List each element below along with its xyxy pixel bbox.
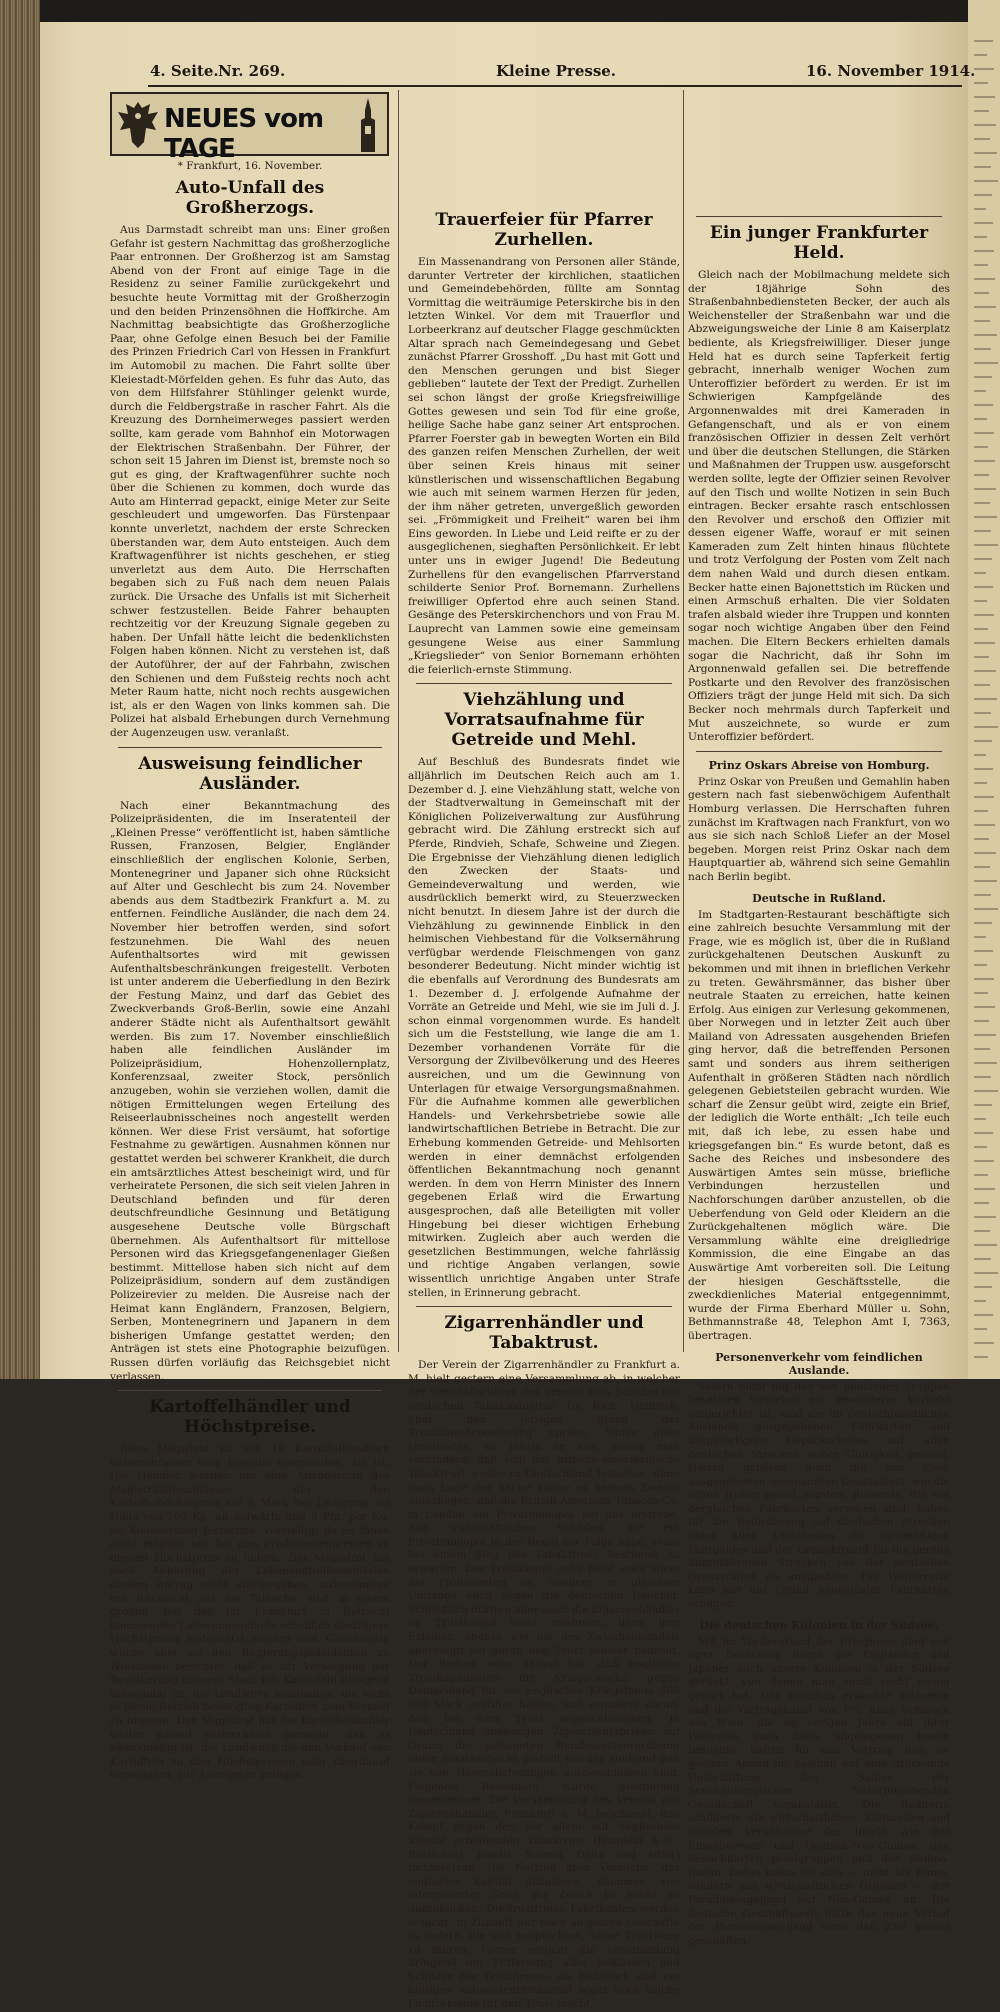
neighbor-page-text-line [974, 54, 987, 56]
column-rule [683, 90, 684, 1352]
column-1 [110, 92, 390, 1782]
article-body: Gleich nach der Mobilmachung meldete sich der 18jährige Sohn des Straßenbahnbediensteten Becker, der auch als Weichensteller der Straßenbahn war und die Abzweigungsweiche der Linie 8 am Kaiserplatz bediente, als Kriegsfreiwilliger. Dieser junge Held hat es durch seine Tapferkeit fertig gebracht, innerhalb weniger Wochen zum Unteroffizier befördert zu werden. Er ist im Schwierigen Kampfgelände des Argonnenwaldes mit drei Kameraden in Gefangenschaft, und als er von einem französischen Offizier in dessen Zelt verhört und über die deutschen Stellungen, die Stärken und Maßnahmen der Truppen usw. ausgeforscht werden sollte, legte der Offizier seinen Revolver auf den Tisch und wollte Notizen in sein Buch eintragen. Becker ersahte rasch entschlossen den Revolver und erschoß den Offizier mit dessen eigener Waffe, worauf er mit seinen Kameraden zum Zelt hinten hinaus flüchtete und trotz Verfolgung der Posten vom Zelt nach dem nahen Wald und durch diesen entkam. Becker hatte einen Bajonettstich im Rücken und einen Armschuß erhalten. Die vier Soldaten trafen alsbald wieder ihre Truppen und konnten sogar noch wichtige Angaben über den Feind machen. Die Eltern Beckers erhielten damals sogar die Nachricht, daß ihr Sohn im Argonnenwald gefallen sei. Die betreffende Postkarte und den Revolver des französischen Offiziers trägt der junge Held mit sich. Da sich Becker noch mehrmals durch Tapferkeit und Mut auszeichnete, so wurde er zum Unteroffizier befördert. [688, 269, 950, 744]
column-rule [398, 90, 399, 1352]
neighbor-page-text-line [974, 1328, 987, 1330]
article-body: Ein Massenandrang von Personen aller Stände, darunter Vertreter der kirchlichen, staatlichen und Gemeindebehörden, füllte am Sonntag Vormittag die weiträumige Peterskirche bis in den letzten Winkel. Vor dem mit Trauerflor und Lorbeerkranz auf deutscher Flagge geschmückten Altar sprach nach Gemeindegesang und Gebet zunächst Pfarrer Grosshoff. „Du hast mit Gott und den Menschen gerungen und bist Sieger geblieben“ lautete der Text der Predigt. Zurhellen sei schon längst der große Kriegsfreiwillige Gottes gewesen und sein Tod für eine große, heilige Sache habe ganz seiner Art entsprochen. Pfarrer Foerster gab in bewegten Worten ein Bild des ganzen reifen Menschen Zurhellen, der weit über seinen Kreis hinaus mit seiner künstlerischen und wissenschaftlichen Begabung wie auch mit seinem warmen Herzen für jeden, der ihm näher getreten, unvergeßlich geworden sei. „Frömmigkeit und Freiheit“ waren bei ihm Eins geworden. In Liebe und Leid reifte er zu der ausgeglichenen, sieghaften Persönlichkeit. Er lebt unter uns in ewiger Jugend! Die Bedeutung Zurhellens für den evangelischen Pfarrverstand schilderte Senior Prof. Bornemann. Zurhellens freiwilliger Opfertod ehre auch seinen Stand. Gesänge des Peterskirchenchors und von Frau M. Lauprecht van Lammen sowie eine gemeinsam gesungene Weise aus einer Sammlung „Kriegslieder“ von Senior Bornemann erhöhten die feierlich-ernste Stimmung. [408, 256, 680, 676]
neues-vom-tage-masthead [110, 92, 389, 164]
article-body: Der Verein der Zigarrenhändler zu Frankfurt a. M. hielt gestern eine Versammlung ab, in welcher der Geschäftsführer des Vereins zum Schutze der deutschen Tabakindustrie, Dr. Rich. Heinrich, über den jetzigen Stand der Trustabwehrbewegung sprach. Unter allen Umständen, so führte er aus, müsse man verhindern, daß sich der britisch-amerikanische Tabaktrust weiter in Deutschland festsetze; denn nach Lage der Sache könne es keinem Zweifel unterliegen, daß die British American Tobacco Co. in London ein Privatmonopol bei uns erstrebe. Alle wirtschaftlichen Schäden, die ein Privatmonopol in der Regel zur Folge habe, seien bei einem Sieg des Tabaktrusts bestimmt zu erwarten. Der Trustkampf gehe nicht etwa allein die Produzenten an, sondern in gleichem Umfange auch gegen die deutschen Raucher. Schließlich dürften aber auch die Zigarrenhändler im Trustkampf nicht erlahmen; denn ihre Existenz, ebenso wie die des Zwischenhandels überhaupt sei durch den Trust schwer bedroht. Der Redner wies darauf hin, daß englische Trustkapitalisten für Kriegszwecke gegen Deutschland für ein englisches Kriegsfonds 500 000 Mark gestiftet hätten, und erinnerte daran, daß bei dem Trust angeschlossenen, in Deutschland ansässigen Zigarettenfabriken auf Grund der bekannten Bundesratsverordnung unter Staatsaufsicht gestellt worden sind und daß sie von Heereslieferungen ausgeschlossen sind. Folgende Resolution wurde einstimmig angenommen: Die Versammlung des Vereins der Zigarrenhändler, Frankfurt a. M. beschließt, den Kampf gegen den vor allem mit englischem Kapital arbeitenden Tabaktrust (Jasmatzi A.-G., Bastichari, Josetti, Sulima, Delta und Adler) fortzusetzen. Die Notizen über Versuche, das englische Kapital abzulösen, stammen von interessierter Seite, ihr Zweck ist leicht zu durchblicken. Die trustfreien Fabrikanten werden ersucht, in Zukunft nur noch an solche Geschäfte zu liefern, die sich verpflichten, keine Trustware zu führen. Ferner ersucht die Versammlung dringend um Entfernung aller Reklamen und Schilder der Trustfirmen; sie bedauert, daß ein hiesiges Automatenrestaurant sogar noch solche Lichtreklame für den Trust macht. [408, 1359, 680, 2011]
neighbor-page-text-line [974, 404, 993, 406]
column-3 [688, 92, 950, 1947]
neighbor-page-text-line [974, 1272, 998, 1274]
neighbor-page-text-line [974, 670, 996, 672]
article-divider [696, 751, 942, 752]
neighbor-page-text-line [974, 810, 988, 812]
neighbor-page-text-line [974, 68, 994, 70]
neighbor-page-text-line [974, 950, 993, 952]
article-divider [118, 747, 382, 748]
neighbor-page-text-line [974, 488, 996, 490]
neighbor-page-text-line [974, 1314, 993, 1316]
cathedral-tower-icon [353, 96, 383, 152]
neighbor-page-text-line [974, 922, 992, 924]
neighbor-page-text-line [974, 1020, 989, 1022]
neighbor-page-text-line [974, 1356, 988, 1358]
neighbor-page-text-line [974, 1076, 991, 1078]
neighbor-page-text-line [974, 936, 986, 938]
neighbor-page-text-line [974, 614, 994, 616]
neighbor-page-text-line [974, 208, 986, 210]
neighbor-page-text-line [974, 502, 990, 504]
neighbor-page-text-line [974, 82, 988, 84]
neighbor-page-text-line [974, 1090, 998, 1092]
article-divider [696, 216, 942, 217]
article-body: Aus Darmstadt schreibt man uns: Einer großen Gefahr ist gestern Nachmittag das großherzogliche Paar entronnen. Der Großherzog ist am Samstag Abend von der Front auf einige Tage in die Residenz zu seiner Familie zurückgekehrt und besuchte heute Vormittag mit der Großherzogin und den beiden Prinzensöhnen die Hoffkirche. Am Nachmittag beabsichtigte das Großherzogliche Paar, ohne Gefolge einen Besuch bei der Familie des Prinzen Friedrich Carl von Hessen in Frankfurt im Automobil zu machen. Die Fahrt sollte über Kleiestadt-Mörfelden gehen. Es fuhr das Auto, das von dem Hilfsfahrer Stühlinger gelenkt wurde, durch die Feldbergstraße in rascher Fahrt. Als die Kreuzung des Dornheimerweges passiert werden sollte, kam gerade vom Bahnhof ein Motorwagen der Elektrischen Straßenbahn. Der Führer, der schon seit 15 Jahren im Dienst ist, bremste noch so gut es ging, der Kraftwagenführer suchte noch über die Schienen zu kommen, doch wurde das Auto am Hinterrad gepackt, einige Meter zur Seite geschleudert und umgeworfen. Das Fürstenpaar konnte unverletzt, nachdem der erste Schrecken überstanden war, dem Auto entsteigen. Auch dem Kraftwagenführer ist nichts geschehen, er stieg unverletzt aus dem Auto. Die Herrschaften begaben sich zu Fuß nach dem neuen Palais zurück. Die Ursache des Unfalls ist mit Sicherheit schwer festzustellen. Beide Fahrer behaupten rechtzeitig vor der Kreuzung Signale gegeben zu haben. Der Unfall hätte leicht die bedenklichsten Folgen haben können. Nicht zu verstehen ist, daß der Autoführer, der auf der Fahrbahn, zwischen den Schienen und dem Fußsteig rechts noch acht Meter Raum hatte, nicht noch rechts ausgewichen ist, als er den Wagen von links kommen sah. Die Polizei hat alsbald Erhebungen durch Vernehmung der Augenzeugen usw. veranlaßt. [110, 224, 390, 739]
article-body: Auf Beschluß des Bundesrats findet wie alljährlich im Deutschen Reich auch am 1. Dezember d. J. eine Viehzählung statt, welche von der Stadtverwaltung in Gemeinschaft mit der Königlichen Polizeiverwaltung zur Ausführung gebracht wird. Die Zählung erstreckt sich auf Pferde, Rindvieh, Schafe, Schweine und Ziegen. Die Ergebnisse der Viehzählung dienen lediglich den Zwecken der Staats- und Gemeindeverwaltung und werden, wie ausdrücklich bemerkt wird, zu Steuerzwecken nicht benutzt. In diesem Jahre ist der durch die Viehzählung zu gewinnende Einblick in den heimischen Viehbestand für die Volksernährung verfügbar werdende Fleischmengen von ganz besonderer Bedeutung. Nicht minder wichtig ist die ebenfalls auf Verordnung des Bundesrats am 1. Dezember d. J. erfolgende Aufnahme der Vorräte an Getreide und Mehl, wie sie im Juli d. J. schon einmal vorgenommen wurde. Es handelt sich um die Feststellung, wie lange die am 1. Dezember vorhandenen Vorräte für die Versorgung der Zivilbevölkerung und des Heeres ausreichen, und um die Gewinnung von Unterlagen für etwaige Versorgungsmaßnahmen. Für die Aufnahme kommen alle gewerblichen Handels- und Verkehrsbetriebe sowie alle landwirtschaftlichen Betriebe in Betracht. Die zur Erhebung kommenden Getreide- und Mehlsorten werden in einer demnächst erfolgenden öffentlichen Bekanntmachung noch genannt werden. In dem von Herrn Minister des Innern gegebenen Erlaß wird die Erwartung ausgesprochen, daß alle Beteiligten mit voller Hingebung bei dieser wichtigen Erhebung mitwirken. Zugleich aber auch werden die gesetzlichen Bestimmungen, welche fahrlässig und richtige Angaben verlangen, sowie wissentlich unrichtige Angaben unter Strafe stellen, in Erinnerung gebracht. [408, 756, 680, 1299]
neighbor-page-text-line [974, 1118, 986, 1120]
neighbor-page-text-line [974, 278, 995, 280]
neighbor-page-text-line [974, 838, 989, 840]
neighbor-page-text-line [974, 600, 987, 602]
subheadline: Personenverkehr vom feindlichen Auslande. [715, 1350, 923, 1377]
neighbor-page-text-line [974, 530, 991, 532]
neighbor-page-text-line [974, 250, 994, 252]
headline: Kartoffelhändler und Höchstpreise. [149, 1397, 351, 1438]
neighbor-page-text-line [974, 1048, 990, 1050]
article-body: Nach einer Bekanntmachung des Polizeipräsidenten, die im Inseratenteil der „Kleinen Presse“ veröffentlicht ist, haben sämtliche Russen, Franzosen, Belgier, Engländer einschließlich der englischen Kolonie, Serben, Montenegriner und Japaner sich ohne Rücksicht auf Alter und Geschlecht bis zum 24. November abends aus dem Stadtbezirk Frankfurt a. M. zu entfernen. Feindliche Ausländer, die nach dem 24. November hier betroffen werden, sind sofort festzunehmen. Die Wahl des neuen Aufenthaltsortes wird mit gewissen Aufenthaltsbeschränkungen freigestellt. Verboten ist unter anderem die Ueberfiedlung in den Bezirk der Festung Mainz, und darf das Gebiet des Zweckverbands Groß-Berlin, sowie eine Anzahl anderer Städte nicht als Aufenthaltsort gewählt werden. Bis zum 17. November einschließlich haben alle feindlichen Ausländer im Polizeipräsidium, Hohenzollernplatz, Konferenzsaal, zweiter Stock, persönlich anzugeben, wohin sie verziehen wollen, damit die nötigen Ermittelungen wegen Erteilung des Reiseerlaubnisscheines noch angestellt werden können. Wer diese Frist versäumt, hat sofortige Festnahme zu gewärtigen. Ausnahmen können nur gestattet werden bei schwerer Krankheit, die durch ein amtsärztliches Attest bescheinigt wird, und für verheiratete Personen, die sich seit vielen Jahren in Deutschland befinden und für deren deutschfreundliche Gesinnung und Betätigung ausgesehene Deutsche volle Bürgschaft übernehmen. Als Aufenthaltsort für mittellose Personen wird das Kriegsgefangenenlager Gießen bestimmt. Mittellose haben sich nicht auf dem Polizeipräsidium, sondern auf dem zuständigen Polizeirevier zu melden. Die Ausreise nach der Heimat kann Engländern, Franzosen, Belgiern, Serben, Montenegrinern und Japanern in dem bisherigen Umfange gestattet werden; den Anträgen ist stets eine Photographie beizufügen. Russen dürfen vorläufig das Reichsgebiet nicht verlassen. [110, 799, 390, 1383]
neighbor-page-text-line [974, 110, 989, 112]
neighbor-page-text-line [974, 124, 996, 126]
neighbor-page-text-line [974, 1342, 994, 1344]
neighbor-page-text-line [974, 852, 996, 854]
neighbor-page-text-line [974, 1160, 994, 1162]
neighbor-page-text-line [974, 138, 990, 140]
neighbor-page-text-line [974, 1188, 995, 1190]
neighbor-page-text-line [974, 418, 987, 420]
neighbor-page-text-line [974, 516, 997, 518]
neighbor-page-text-line [974, 446, 988, 448]
neighbor-page-text-line [974, 96, 995, 98]
subheadline: Die deutschen Kolonien in der Südsee. [699, 1618, 939, 1632]
neighbor-page-text-line [974, 726, 998, 728]
neighbor-page-text-line [974, 292, 989, 294]
neighbor-page-text-line [974, 572, 986, 574]
neighbor-page-text-line [974, 460, 995, 462]
neighbor-page-text-line [974, 1202, 989, 1204]
adjacent-page-edge [968, 0, 1000, 1379]
page-number-label: 4. Seite. [150, 62, 219, 80]
headline: Ausweisung feindlicher Ausländer. [138, 753, 362, 794]
article-divider [118, 1390, 382, 1391]
neighbor-page-text-line [974, 1286, 992, 1288]
neighbor-page-text-line [974, 1230, 990, 1232]
neighbor-page-text-line [974, 1258, 991, 1260]
headline: Auto-Unfall des Großherzogs. [175, 178, 325, 218]
neighbor-page-text-line [974, 432, 994, 434]
neighbor-page-text-line [974, 1104, 992, 1106]
issue-date: 16. November 1914. [806, 62, 976, 80]
neighbor-page-text-line [974, 1216, 996, 1218]
neighbor-page-text-line [974, 684, 990, 686]
headline: Ein junger Frankfurter Held. [709, 223, 929, 263]
neighbor-page-text-line [974, 362, 998, 364]
neighbor-page-text-line [974, 558, 992, 560]
article-body: Beim Magistrat ist von 19 Kartoffelhändlern unterschrieben eine Eingabe eingelaufen, die ist: Die Händler werden um eine Abänderung des Magistratsbeschlusses, der den Kartoffelhöchstpreis auf 8 Mark bei Lieferung ins Haus von 100 Kg. an aufwärts und 9 Pfg. per Kg. im Kleinverkauf festsetzte, vorstellig, da es ihnen nicht möglich sei, bei den Produzentenpreisen zu diesem Höchstpreis zu liefern. Der Magistrat hat nach Anhörung der Lebensmittelkommission diesem Antrag nicht stattgegeben, insbesondere mit Rücksicht auf die Tatsache, daß in einem großen Teil des für Frankfurt in Betracht kommenden Lieferungsgebiets erheblich niedrigere Höchstpreise festgesetzt worden sind. Gleichzeitig wurde aber an den Regierungspräsidenten zu Wiesbaden berichtet, daß es zur Versorgung der Bevölkerung unserer Stadt mit Kartoffeln dringend notwendig ist, die Landwirte anzuhalten, die nicht in ihrem Betrieb benötigten Kartoffeln zum Verkauf zu bringen. Der Magistrat hat die Kartoffelhändler weiter darauf aufmerksam gemacht, daß es zweckmäßig ist, die Landwirte die den Verkauf von Kartoffeln zu den Höchstpreisen oder überhaupt verweigern, zur Anzeige zu bringen. [110, 1443, 390, 1782]
issue-number-label: Nr. 269. [218, 62, 286, 80]
neighbor-page-text-line [974, 740, 992, 742]
neighbor-page-text-line [974, 1174, 988, 1176]
neighbor-page-text-line [974, 768, 993, 770]
dateline: * Frankfurt, 16. November. [177, 160, 323, 172]
neighbor-page-text-line [974, 978, 994, 980]
neighbor-page-text-line [974, 348, 991, 350]
neighbor-page-text-line [974, 474, 989, 476]
neighbor-page-text-line [974, 880, 997, 882]
eagle-emblem-icon [116, 98, 160, 150]
neighbor-page-text-line [974, 698, 997, 700]
neighbor-page-text-line [974, 166, 991, 168]
neighbor-page-text-line [974, 992, 988, 994]
neighbor-page-text-line [974, 824, 995, 826]
neighbor-page-text-line [974, 656, 989, 658]
neighbor-page-text-line [974, 390, 986, 392]
neighbor-page-text-line [974, 642, 995, 644]
neighbor-page-text-line [974, 152, 997, 154]
article-body: Prinz Oskar von Preußen und Gemahlin haben gestern nach fast siebenwöchigem Aufenthalt Homburg verlassen. Die Herrschaften fuhren zunächst im Kraftwagen nach Frankfurt, von wo aus sie sich nach Schloß Liefer an der Mosel begeben. Morgen reist Prinz Oskar nach dem Hauptquartier ab, während sich seine Gemahlin nach Berlin begibt. [688, 775, 950, 883]
column-2 [408, 92, 680, 2011]
book-binding-edge [0, 0, 40, 1379]
subheadline: Deutsche in Rußland. [752, 891, 886, 905]
header-rule [148, 85, 962, 87]
neighbor-page-text-line [974, 1034, 996, 1036]
article-body: Sofern nicht mit den von deutschen Truppen besetzten Gebieten ein besonderer Verkehr eingerichtet ist, sind die im deutschfeindlichen Auslande ausgegebenen Fahrkarten und ausgefertigten Gepäckscheine auf allen deutschen Strecken außer Gültigkeit gesetzt. Hierzu gehören auch die von Cook ausgegebenen sogenannten Cooktickets, wie die schon früher gelöst wurden. Reisende, die mit dergleichen Fahrkarten versehen sind, haben für die Beförderung auf deutschen Strecken unter allen Umständen die tarifmäßigen Fahrgeldes und der Gepäckfracht für die bereits durchfahrenen Strecken von der deutschen Grenzstation ab anzuzahlen. Die Weiterreise kann nur auf Grund neugelöster Fahrkarten erfolgen. [688, 1380, 950, 1611]
neighbor-page-text-line [974, 320, 990, 322]
subheadline: Prinz Oskars Abreise von Homburg. [708, 758, 930, 772]
article-divider [416, 1306, 672, 1307]
neighbor-page-text-line [974, 628, 988, 630]
neighbor-page-text-line [974, 782, 987, 784]
article-body: Im Stadtgarten-Restaurant beschäftigte sich eine zahlreich besuchte Versammlung mit der Frage, wie es möglich ist, über die in Rußland zurückgehaltenen Deutschen Auskunft zu bekommen und mit ihnen in brieflichen Verkehr zu treten. Gewährsmänner, das bisher über neutrale Staaten zu erreichen, hatte keinen Erfolg. Aus einigen zur Verlesung gekommenen, über Norwegen und in letzter Zeit auch über Mailand von Adressaten ausgehenden Briefen ging hervor, daß die betreffenden Personen samt und sonders aus ihrem seitherigen Aufenthalt in größeren Städten nach nördlich gelegenen Gebietsteilen gebracht wurden. Wie scharf die Zensur geübt wird, zeigte ein Brief, der lediglich die Worte enthält: „Ich teile euch mit, daß ich lebe, zu essen habe und kriegsgefangen bin.“ Es wurde betont, daß es Sache des Reiches und insbesondere des Auswärtigen Amtes sein müsse, briefliche Verbindungen herzustellen und Nachforschungen darüber anzustellen, ob die Ueberfendung von Geld oder Kleidern an die Zurückgehaltenen möglich wäre. Die Versammlung wählte eine dreigliedrige Kommission, die eine Eingabe an das Auswärtige Amt vorbereiten soll. Die Leitung der hiesigen Geschäftsstelle, die zweckdienliches Material entgegennimmt, wurde der Firma Eberhard Müller u. Sohn, Bethmannstraße 48, Telephon Amt I, 7363, übertragen. [688, 908, 950, 1342]
neighbor-page-text-line [974, 544, 998, 546]
neighbor-page-text-line [974, 180, 998, 182]
headline: Viehzählung und Vorratsaufnahme für Getreide und Mehl. [444, 690, 644, 751]
neighbor-page-text-line [974, 334, 997, 336]
neighbor-page-text-line [974, 866, 990, 868]
neighbor-page-text-line [974, 908, 998, 910]
neighbor-page-text-line [974, 796, 994, 798]
neighbor-page-text-line [974, 264, 988, 266]
neighbor-page-text-line [974, 306, 996, 308]
trust-article-continuation-space [688, 92, 950, 210]
newspaper-name: Kleine Presse. [496, 62, 617, 80]
neighbor-page-text-line [974, 1006, 995, 1008]
neighbor-page-text-line [974, 1244, 997, 1246]
neighbor-page-text-line [974, 376, 992, 378]
article-divider [416, 683, 672, 684]
neighbor-page-text-line [974, 1062, 997, 1064]
neighbor-page-text-line [974, 894, 991, 896]
neighbor-page-text-line [974, 754, 986, 756]
neighbor-page-text-line [974, 222, 993, 224]
headline: Zigarrenhändler und Tabaktrust. [444, 1313, 644, 1354]
neighbor-page-text-line [974, 964, 987, 966]
neighbor-page-text-line [974, 1146, 987, 1148]
neighbor-page-text-line [974, 1132, 993, 1134]
article-body: Mit im Vordergrund der Ereignisse sind seit ihrer Besetzung durch die Engländer und Japaner auch unsere Kolonien in der Südsee gerückt, von denen man sonst recht wenig gehört hat. Das plötzlich erwachte Interesse und die Vortragskunst von Frl. Alice Schaleck aus Wien, die im vorigen Jahre auf ihrer Weltreise auch diese abgelegenen Inseln besuchte, hatten für den Vortrag, den sie gestern Abend im Saalbau auf eine drückende Unterhaltung des Saales der Senckenbergischen Naturforschenden Gesellschaft veranstaltet. Die Rednerin schilderte die wirtschaftlichen, kulturellen und sozialen Verhältnisse der Inseln wie der Eingeborenen und Deutsch-Neu-Guinea, den benachbarten Inselgruppen und den Samoa-Inseln. Dabei nahm sie sich — nicht als Dame, sondern aus wirtschaftlichen Gründen — der Paradiesvogeljagd auf Neu-Guinea an. Die deutsche Geschäftswelt hätte das neue Verbot der Paradiesvogeljagd ohne daß Ziel hinaus geschaffen. [688, 1635, 950, 1947]
headline: Trauerfeier für Pfarrer Zurhellen. [435, 210, 653, 250]
neighbor-page-text-line [974, 40, 993, 42]
neighbor-page-text-line [974, 586, 993, 588]
neighbor-page-text-line [974, 194, 992, 196]
masthead-title: NEUES vom TAGE [164, 104, 324, 164]
neighbor-page-text-line [974, 712, 991, 714]
neighbor-page-text-line [974, 236, 987, 238]
neighbor-page-text-line [974, 1300, 986, 1302]
